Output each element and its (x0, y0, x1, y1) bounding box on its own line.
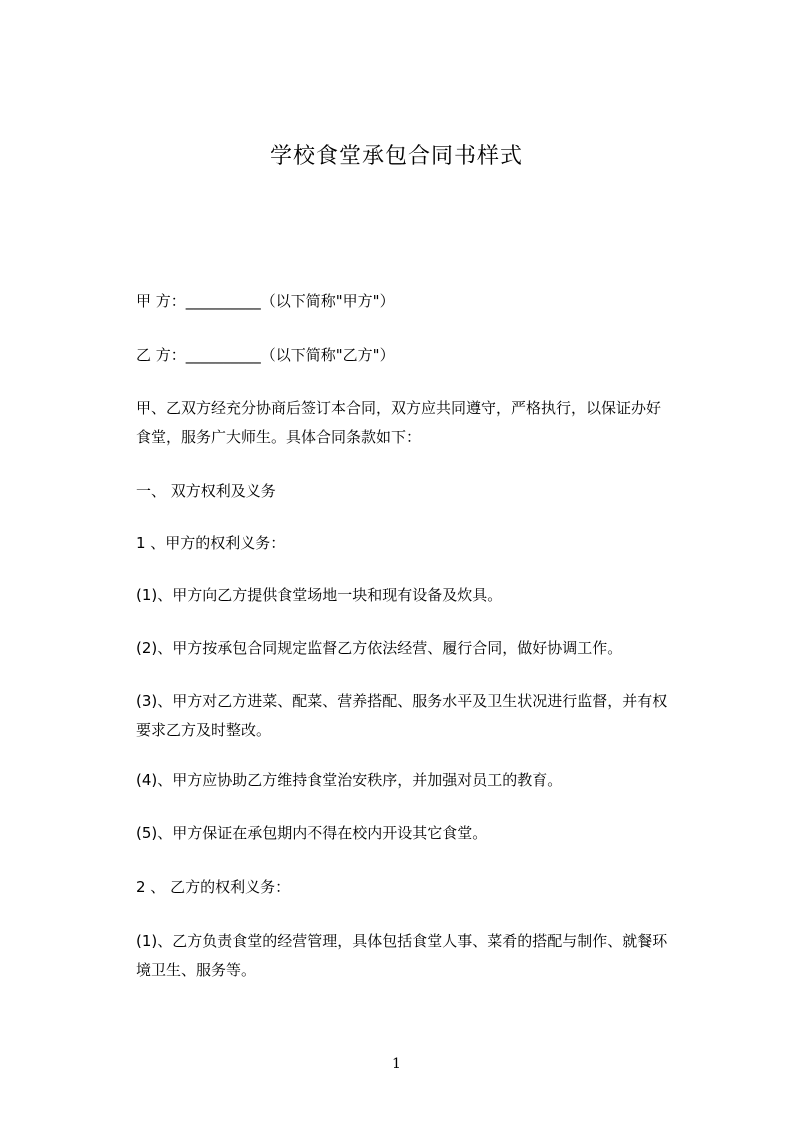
subsection-heading-party-a: 1 、甲方的权利义务： (136, 534, 286, 552)
document-title: 学校食堂承包合同书样式 (269, 144, 523, 169)
clause-a4: (4)、甲方应协助乙方维持食堂治安秩序，并加强对员工的教育。 (136, 771, 563, 789)
party-b-line: 乙 方：__________（以下简称"乙方"） (136, 346, 395, 364)
clause-a3-line-2: 要求乙方及时整改。 (136, 721, 272, 739)
clause-a1: (1)、甲方向乙方提供食堂场地一块和现有设备及炊具。 (136, 586, 503, 604)
page-number: 1 (392, 1056, 401, 1072)
clause-a2: (2)、甲方按承包合同规定监督乙方依法经营、履行合同，做好协调工作。 (136, 639, 623, 657)
section-heading-1: 一、 双方权利及义务 (136, 482, 276, 500)
intro-line-1: 甲、乙双方经充分协商后签订本合同，双方应共同遵守，严格执行，以保证办好 (136, 399, 662, 417)
clause-a3-line-1: (3)、甲方对乙方进菜、配菜、营养搭配、服务水平及卫生状况进行监督，并有权 (136, 692, 668, 710)
clause-b1-line-1: (1)、乙方负责食堂的经营管理，具体包括食堂人事、菜肴的搭配与制作、就餐环 (136, 932, 668, 950)
clause-b1 (136, 927, 714, 985)
clause-a3 (136, 687, 714, 745)
intro-line-2: 食堂，服务广大师生。具体合同条款如下： (136, 428, 422, 446)
party-a-line: 甲 方：__________（以下简称"甲方"） (136, 292, 395, 310)
subsection-heading-party-b: 2 、 乙方的权利义务： (136, 878, 291, 896)
intro-paragraph (136, 394, 714, 452)
clause-b1-line-2: 境卫生、服务等。 (136, 961, 257, 979)
clause-a5: (5)、甲方保证在承包期内不得在校内开设其它食堂。 (136, 824, 488, 842)
